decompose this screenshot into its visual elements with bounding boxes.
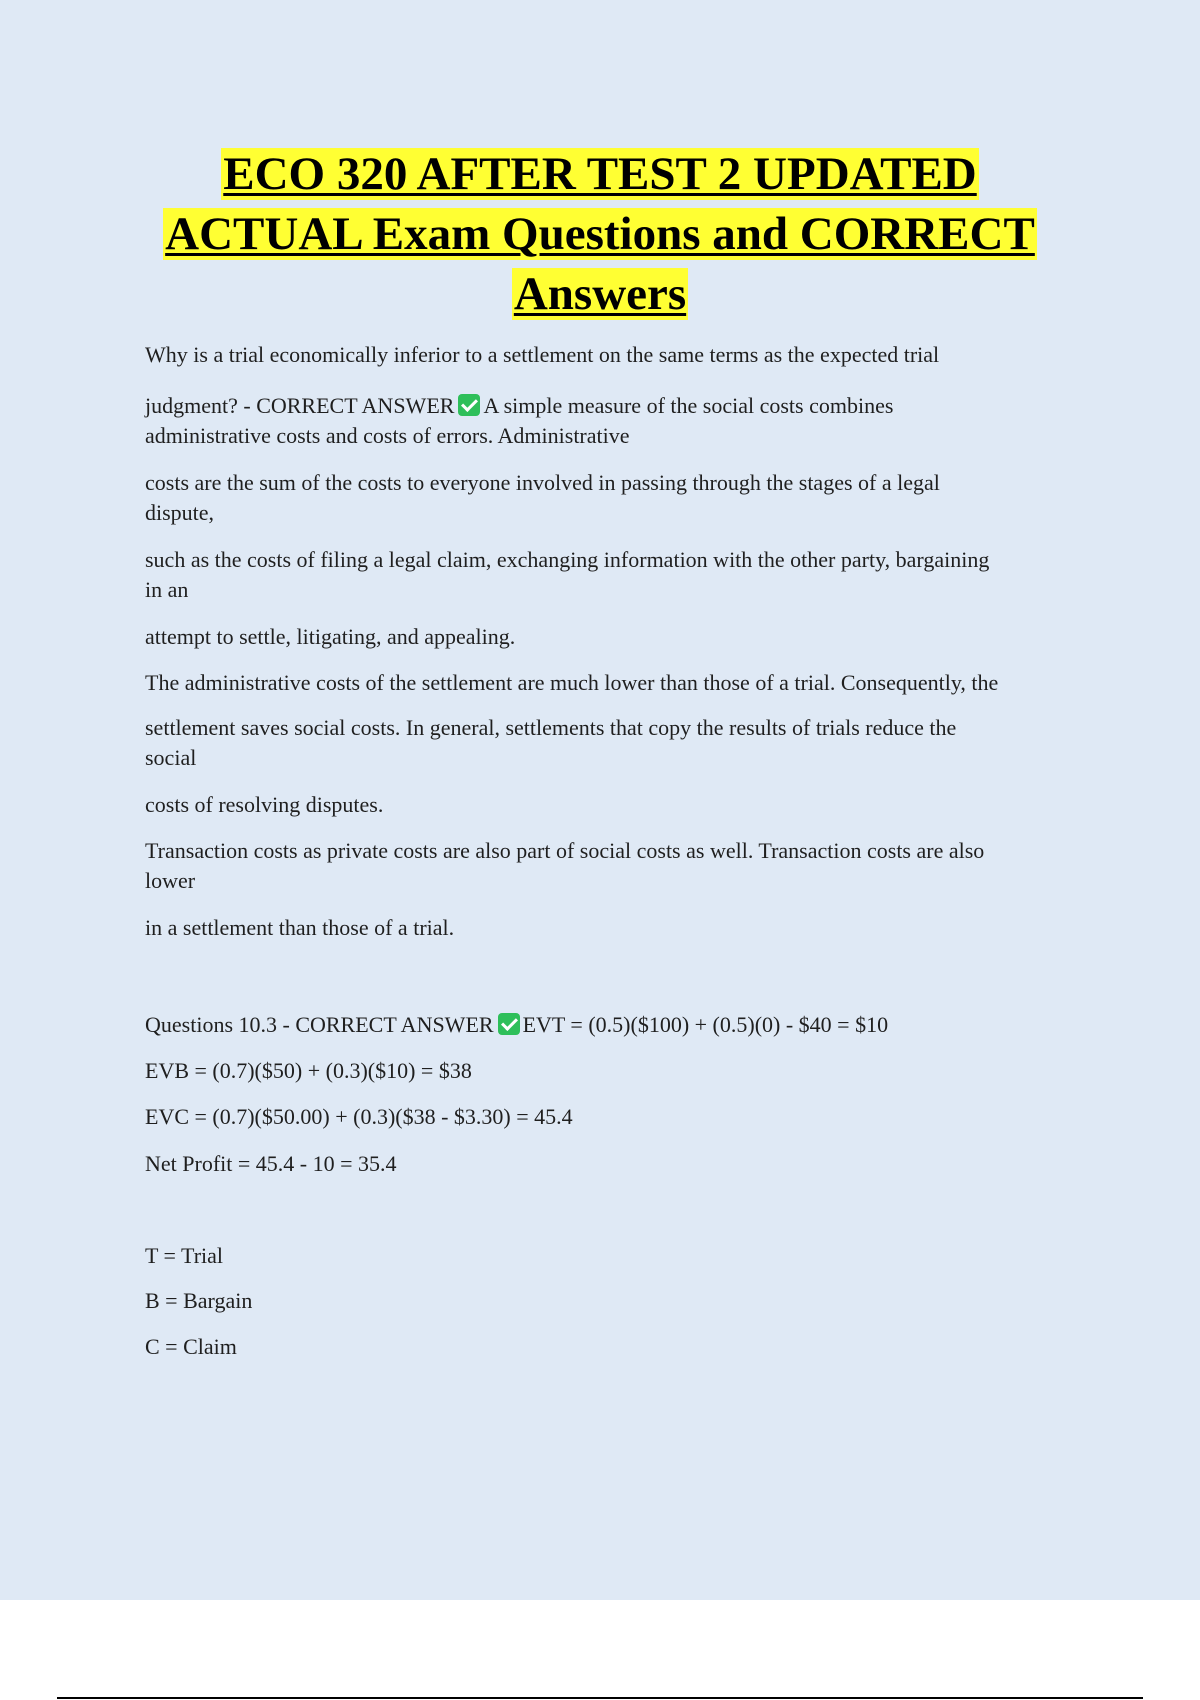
q1-line-text: costs of resolving disputes.: [145, 792, 384, 817]
q1-question-text: Why is a trial economically inferior to a settlement on the same terms as the expected trial: [145, 342, 940, 367]
q1-line-6: [145, 668, 1095, 698]
legend-text: T = Trial: [145, 1243, 224, 1268]
q2-question-first-line: [145, 1010, 1095, 1040]
title-line-3: Answers: [513, 268, 687, 320]
q1-line-10: [145, 836, 1095, 866]
check-icon: [498, 1013, 520, 1035]
q1-line-text: administrative costs and costs of errors. Administrative: [145, 423, 630, 448]
q1-line-text: attempt to settle, litigating, and appealing.: [145, 624, 516, 649]
q1-line-0: [145, 421, 1095, 451]
q1-line-text: Transaction costs as private costs are also part of social costs as well. Transaction costs are also: [145, 838, 985, 863]
q1-line-1: [145, 468, 1095, 498]
q1-answer-text: A simple measure of the social costs combines: [483, 393, 894, 418]
legend-item-trial: [145, 1241, 1095, 1271]
q1-answer-prefix: judgment? - CORRECT ANSWER: [145, 393, 455, 418]
q2-line-2: [145, 1149, 1095, 1179]
legend-text: C = Claim: [145, 1334, 237, 1359]
check-icon: [458, 394, 480, 416]
q1-line-12: [145, 913, 1095, 943]
footer-divider: [57, 1697, 1143, 1699]
q2-question-prefix: Questions 10.3 - CORRECT ANSWER: [145, 1012, 494, 1037]
q1-line-text: in an: [145, 577, 189, 602]
q1-line-text: dispute,: [145, 500, 215, 525]
title-line-1: ECO 320 AFTER TEST 2 UPDATED: [223, 148, 977, 200]
q1-line-8: [145, 743, 1095, 773]
title-line-2: ACTUAL Exam Questions and CORRECT: [165, 208, 1035, 260]
q1-line-4: [145, 575, 1095, 605]
q1-line-5: [145, 622, 1095, 652]
q1-line-text: The administrative costs of the settlement are much lower than those of a trial. Consequently, the: [145, 670, 999, 695]
q2-line-1: [145, 1102, 1095, 1132]
q2-answer-text: EVT = (0.5)($100) + (0.5)(0) - $40 = $10: [522, 1012, 889, 1037]
q1-line-text: such as the costs of filing a legal claim, exchanging information with the other party, bargaining: [145, 547, 990, 572]
q1-line-9: [145, 790, 1095, 820]
q1-line-11: [145, 866, 1095, 896]
q1-line-text: lower: [145, 868, 196, 893]
legend-item-bargain: [145, 1286, 1095, 1316]
legend-text: B = Bargain: [145, 1288, 253, 1313]
q2-line-0: [145, 1056, 1095, 1086]
document-title: [100, 144, 1100, 324]
q1-line-text: costs are the sum of the costs to everyone involved in passing through the stages of a legal: [145, 470, 940, 495]
q1-line-7: [145, 713, 1095, 743]
q2-line-text: EVC = (0.7)($50.00) + (0.3)($38 - $3.30) = 45.4: [145, 1104, 573, 1129]
q1-line-2: [145, 498, 1095, 528]
q1-answer-first-line: [145, 391, 1095, 421]
q1-line-3: [145, 545, 1095, 575]
q2-line-text: Net Profit = 45.4 - 10 = 35.4: [145, 1151, 397, 1176]
q1-line-text: in a settlement than those of a trial.: [145, 915, 455, 940]
legend-item-claim: [145, 1332, 1095, 1362]
q1-line-text: settlement saves social costs. In general, settlements that copy the results of trials reduce the: [145, 715, 957, 740]
q1-question: [145, 340, 1095, 370]
q1-line-text: social: [145, 745, 197, 770]
q2-line-text: EVB = (0.7)($50) + (0.3)($10) = $38: [145, 1058, 472, 1083]
